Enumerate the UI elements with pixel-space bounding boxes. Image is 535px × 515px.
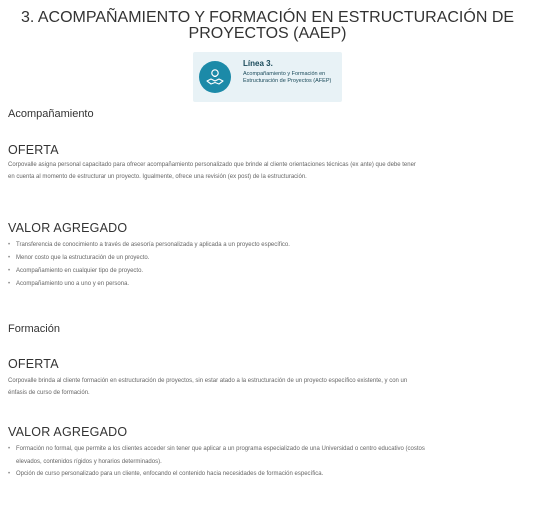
banner-line-description: Acompañamiento y Formación en Estructuración de Proyectos (AFEP) bbox=[243, 71, 332, 84]
handshake-lightbulb-icon bbox=[199, 61, 231, 93]
list-item: • Acompañamiento uno a uno y en persona. bbox=[8, 278, 428, 291]
oferta-heading-acompanamiento: OFERTA bbox=[8, 143, 59, 157]
oferta-text-formacion: Corpovalle brinda al cliente formación en estructuración de proyectos, sin estar atado a la estructuración de un proyecto específico existente, y con un énfasis de curso de formación. bbox=[8, 378, 408, 396]
page-title: 3. ACOMPAÑAMIENTO Y FORMACIÓN EN ESTRUCTURACIÓN DE PROYECTOS (AAEP) bbox=[20, 9, 515, 42]
list-item: • Formación no formal, que permite a los clientes acceder sin tener que aplicar a un programa especializado de una Universidad o centro educativo (costos elevados, contenidos rígidos y horarios determinados). bbox=[8, 443, 428, 468]
list-item: • Menor costo que la estructuración de un proyecto. bbox=[8, 252, 428, 265]
list-item: • Opción de curso personalizado para un cliente, enfocando el contenido hacia necesidades de formación específica. bbox=[8, 468, 428, 481]
list-item: • Transferencia de conocimiento a través de asesoría personalizada y aplicada a un proyecto específico. bbox=[8, 239, 428, 252]
oferta-heading-formacion: OFERTA bbox=[8, 357, 59, 371]
section-title-formacion: Formación bbox=[8, 323, 60, 335]
valor-heading-acompanamiento: VALOR AGREGADO bbox=[8, 221, 128, 235]
valor-heading-formacion: VALOR AGREGADO bbox=[8, 425, 128, 439]
section-title-acompanamiento: Acompañamiento bbox=[8, 108, 94, 120]
line-banner bbox=[193, 52, 342, 102]
banner-line-label: Línea 3. bbox=[243, 59, 273, 68]
list-item: • Acompañamiento en cualquier tipo de proyecto. bbox=[8, 265, 428, 278]
valor-list-acompanamiento bbox=[8, 239, 428, 291]
valor-list-formacion bbox=[8, 443, 428, 481]
oferta-text-acompanamiento: Corpovalle asigna personal capacitado para ofrecer acompañamiento personalizado que brinde al cliente orientaciones técnicas (ex ante) que debe tener en cuenta al momento de estructurar un proyecto. Igualmente, ofrece una revisión (ex post) de la estructuración. bbox=[8, 162, 416, 180]
